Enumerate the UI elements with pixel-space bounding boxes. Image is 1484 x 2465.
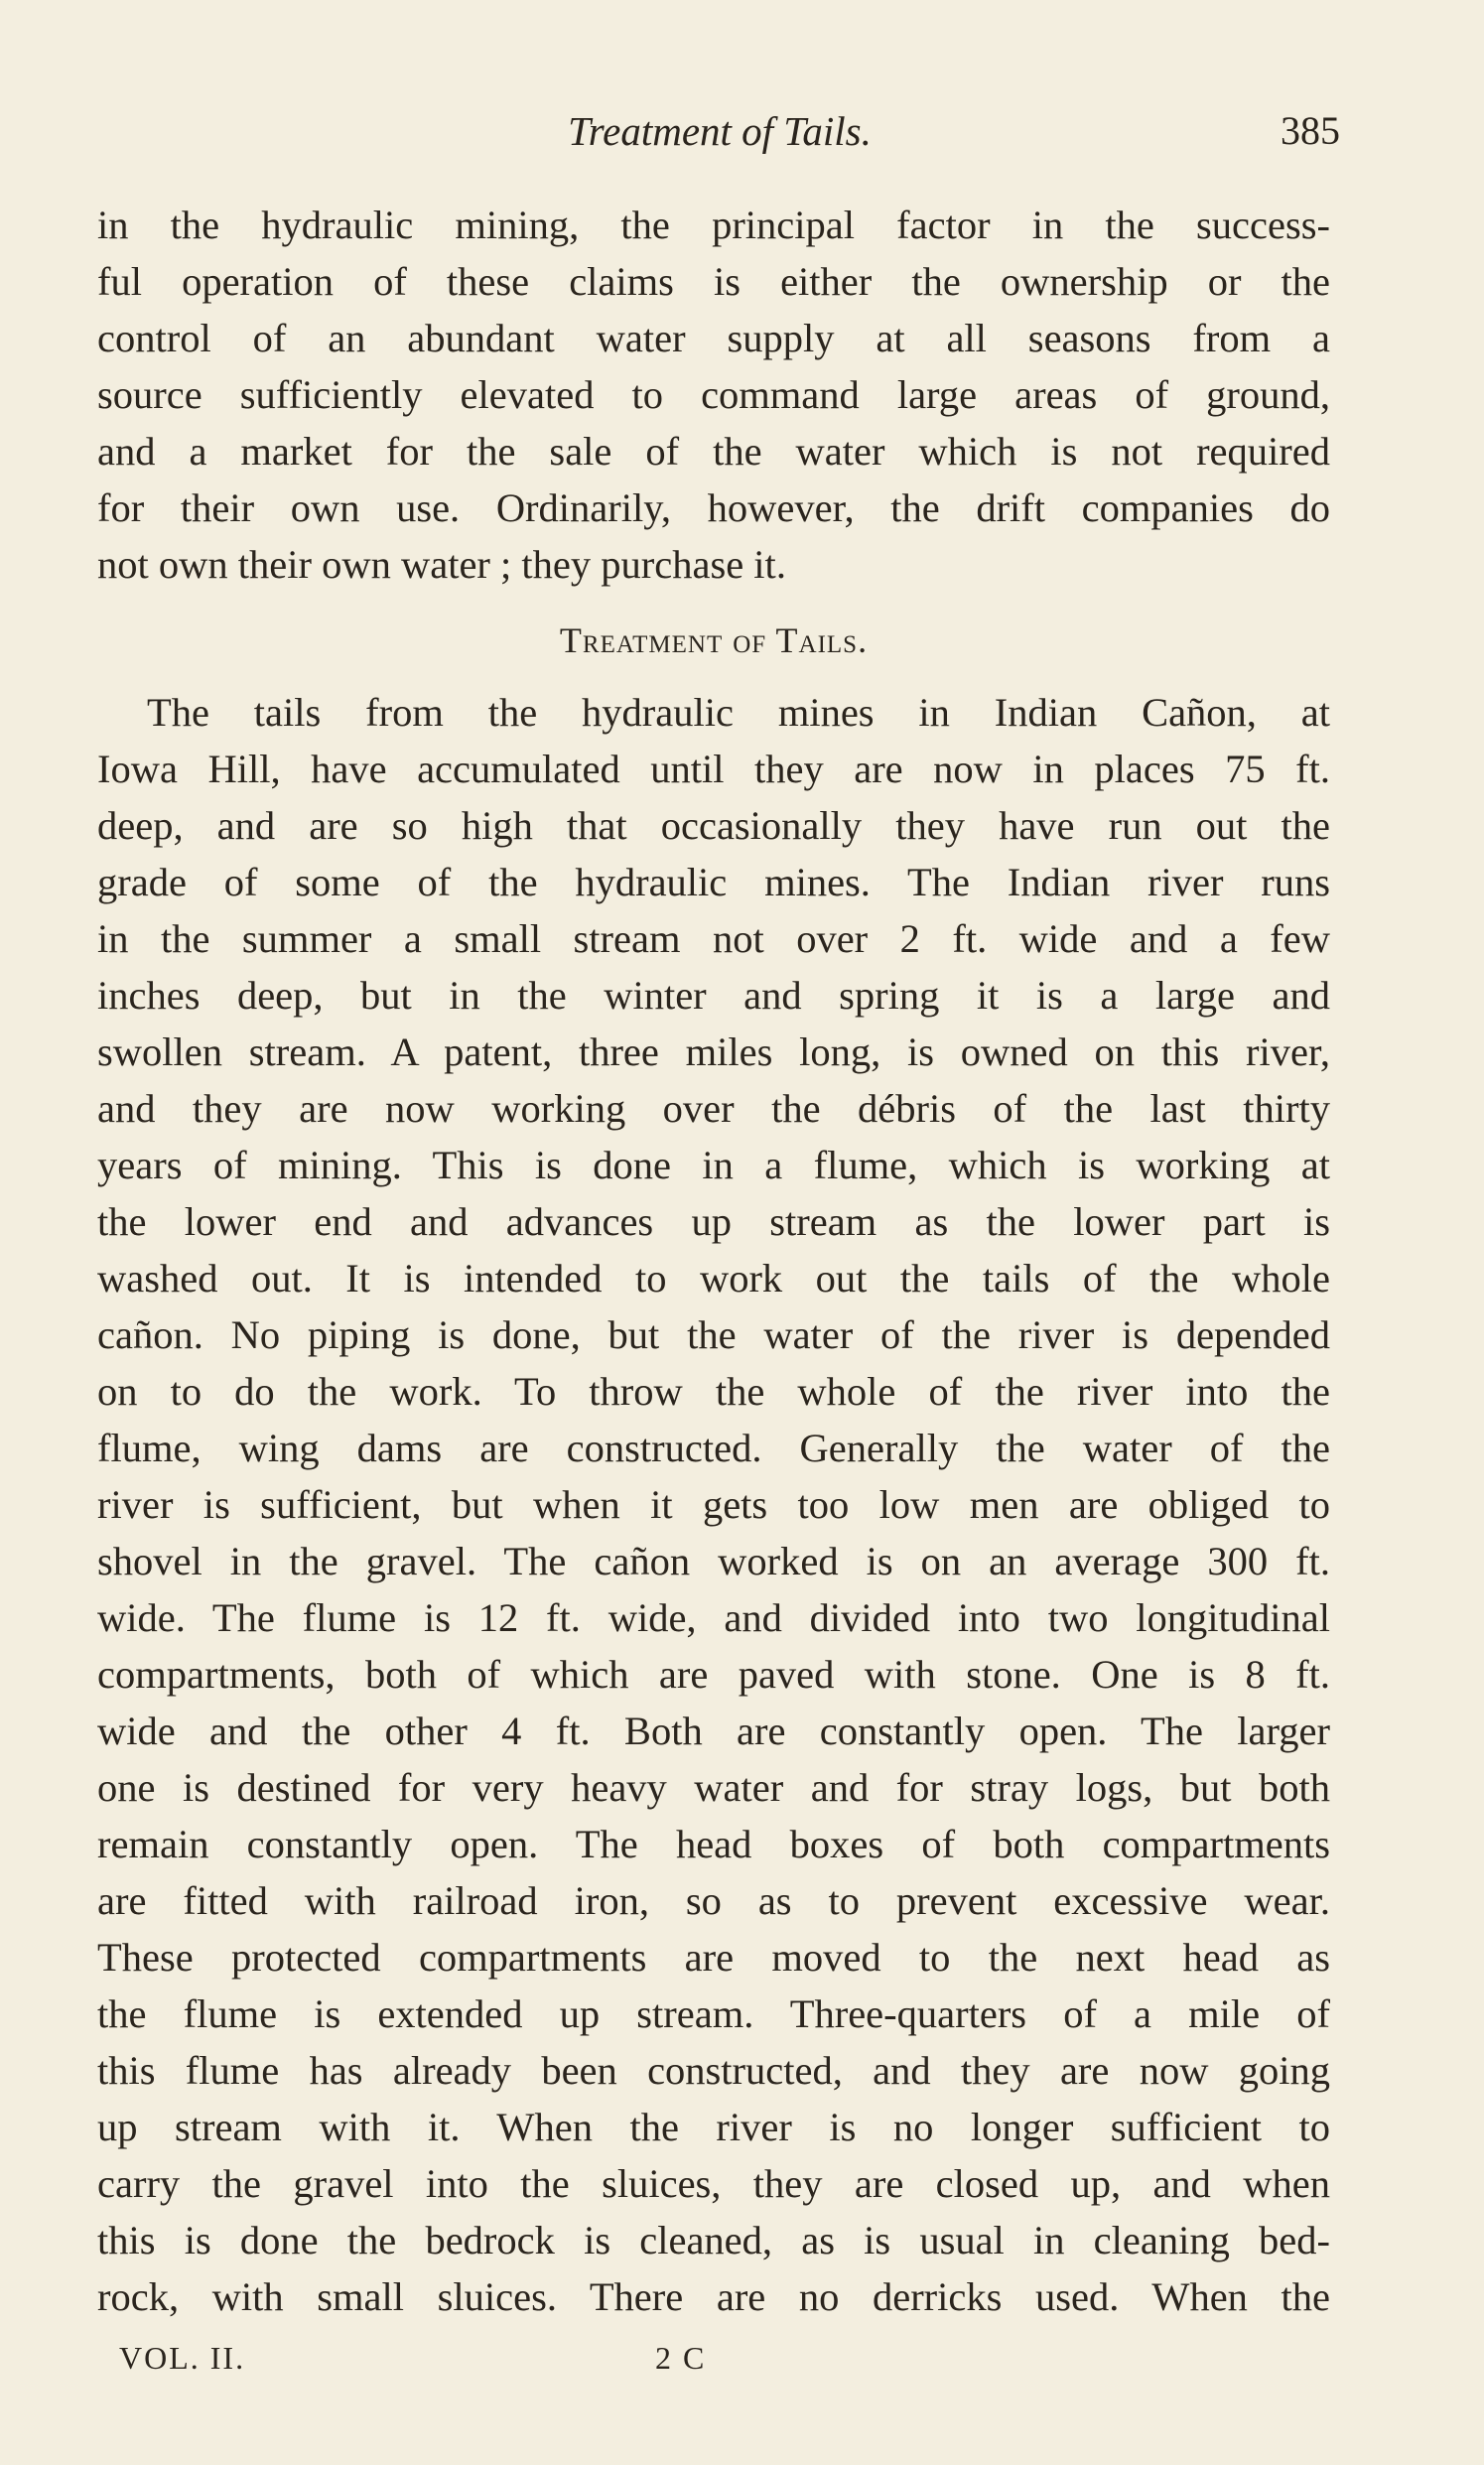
signature-mark: 2 C [655, 2340, 707, 2376]
text-line: grade of some of the hydraulic mines. The Indian river runs [97, 860, 1330, 904]
section-heading: Treatment of Tails. [559, 620, 869, 660]
text-line: carry the gravel into the sluices, they are closed up, and when [97, 2161, 1330, 2206]
text-line: washed out. It is intended to work out the tails of the whole [97, 1256, 1330, 1301]
text-line: the lower end and advances up stream as the lower part is [97, 1199, 1330, 1244]
text-line: The tails from the hydraulic mines in Indian Cañon, at [147, 690, 1330, 735]
text-line: not own their own water ; they purchase it. [97, 542, 786, 587]
text-line: deep, and are so high that occasionally they have run out the [97, 803, 1330, 848]
body-text [97, 197, 1330, 2325]
text-line: the flume is extended up stream. Three-quarters of a mile of [97, 1991, 1330, 2036]
text-line: wide and the other 4 ft. Both are constantly open. The larger [97, 1709, 1330, 1753]
page-footer [119, 2340, 814, 2384]
text-line: source sufficiently elevated to command large areas of ground, [97, 372, 1330, 417]
text-line: compartments, both of which are paved with stone. One is 8 ft. [97, 1652, 1330, 1697]
paragraph-continuation [97, 197, 1330, 593]
text-line: swollen stream. A patent, three miles long, is owned on this river, [97, 1029, 1330, 1074]
text-line: are fitted with railroad iron, so as to prevent excessive wear. [97, 1878, 1330, 1923]
text-line: control of an abundant water supply at all seasons from a [97, 316, 1330, 360]
running-head [99, 107, 1340, 167]
text-line: up stream with it. When the river is no longer sufficient to [97, 2105, 1330, 2149]
paragraph-treatment-of-tails [97, 684, 1330, 2325]
text-line: years of mining. This is done in a flume, which is working at [97, 1143, 1330, 1187]
text-line: river is sufficient, but when it gets too low men are obliged to [97, 1482, 1330, 1527]
text-line: wide. The flume is 12 ft. wide, and divided into two longitudinal [97, 1595, 1330, 1640]
text-line: one is destined for very heavy water and for stray logs, but both [97, 1765, 1330, 1810]
text-line: These protected compartments are moved to the next head as [97, 1935, 1330, 1980]
text-line: rock, with small sluices. There are no derricks used. When the [97, 2274, 1330, 2319]
text-line: for their own use. Ordinarily, however, the drift companies do [97, 485, 1330, 530]
text-line: ful operation of these claims is either the ownership or the [97, 259, 1330, 304]
page-number: 385 [1281, 108, 1340, 153]
text-line: on to do the work. To throw the whole of the river into the [97, 1369, 1330, 1414]
running-title: Treatment of Tails. [568, 108, 872, 154]
text-line: inches deep, but in the winter and spring it is a large and [97, 973, 1330, 1018]
text-line: remain constantly open. The head boxes of both compartments [97, 1822, 1330, 1866]
text-line: this is done the bedrock is cleaned, as is usual in cleaning bed- [97, 2218, 1330, 2262]
text-line: and a market for the sale of the water which is not required [97, 429, 1330, 474]
volume-label: VOL. II. [119, 2340, 246, 2376]
text-line: cañon. No piping is done, but the water of the river is depended [97, 1312, 1330, 1357]
text-line: this flume has already been constructed, and they are now going [97, 2048, 1330, 2093]
text-line: in the hydraulic mining, the principal factor in the success- [97, 203, 1330, 247]
text-line: flume, wing dams are constructed. Generally the water of the [97, 1426, 1330, 1470]
text-line: in the summer a small stream not over 2 ft. wide and a few [97, 916, 1330, 961]
text-line: Iowa Hill, have accumulated until they are now in places 75 ft. [97, 747, 1330, 791]
text-line: and they are now working over the débris of the last thirty [97, 1086, 1330, 1131]
text-line: shovel in the gravel. The cañon worked is on an average 300 ft. [97, 1539, 1330, 1583]
